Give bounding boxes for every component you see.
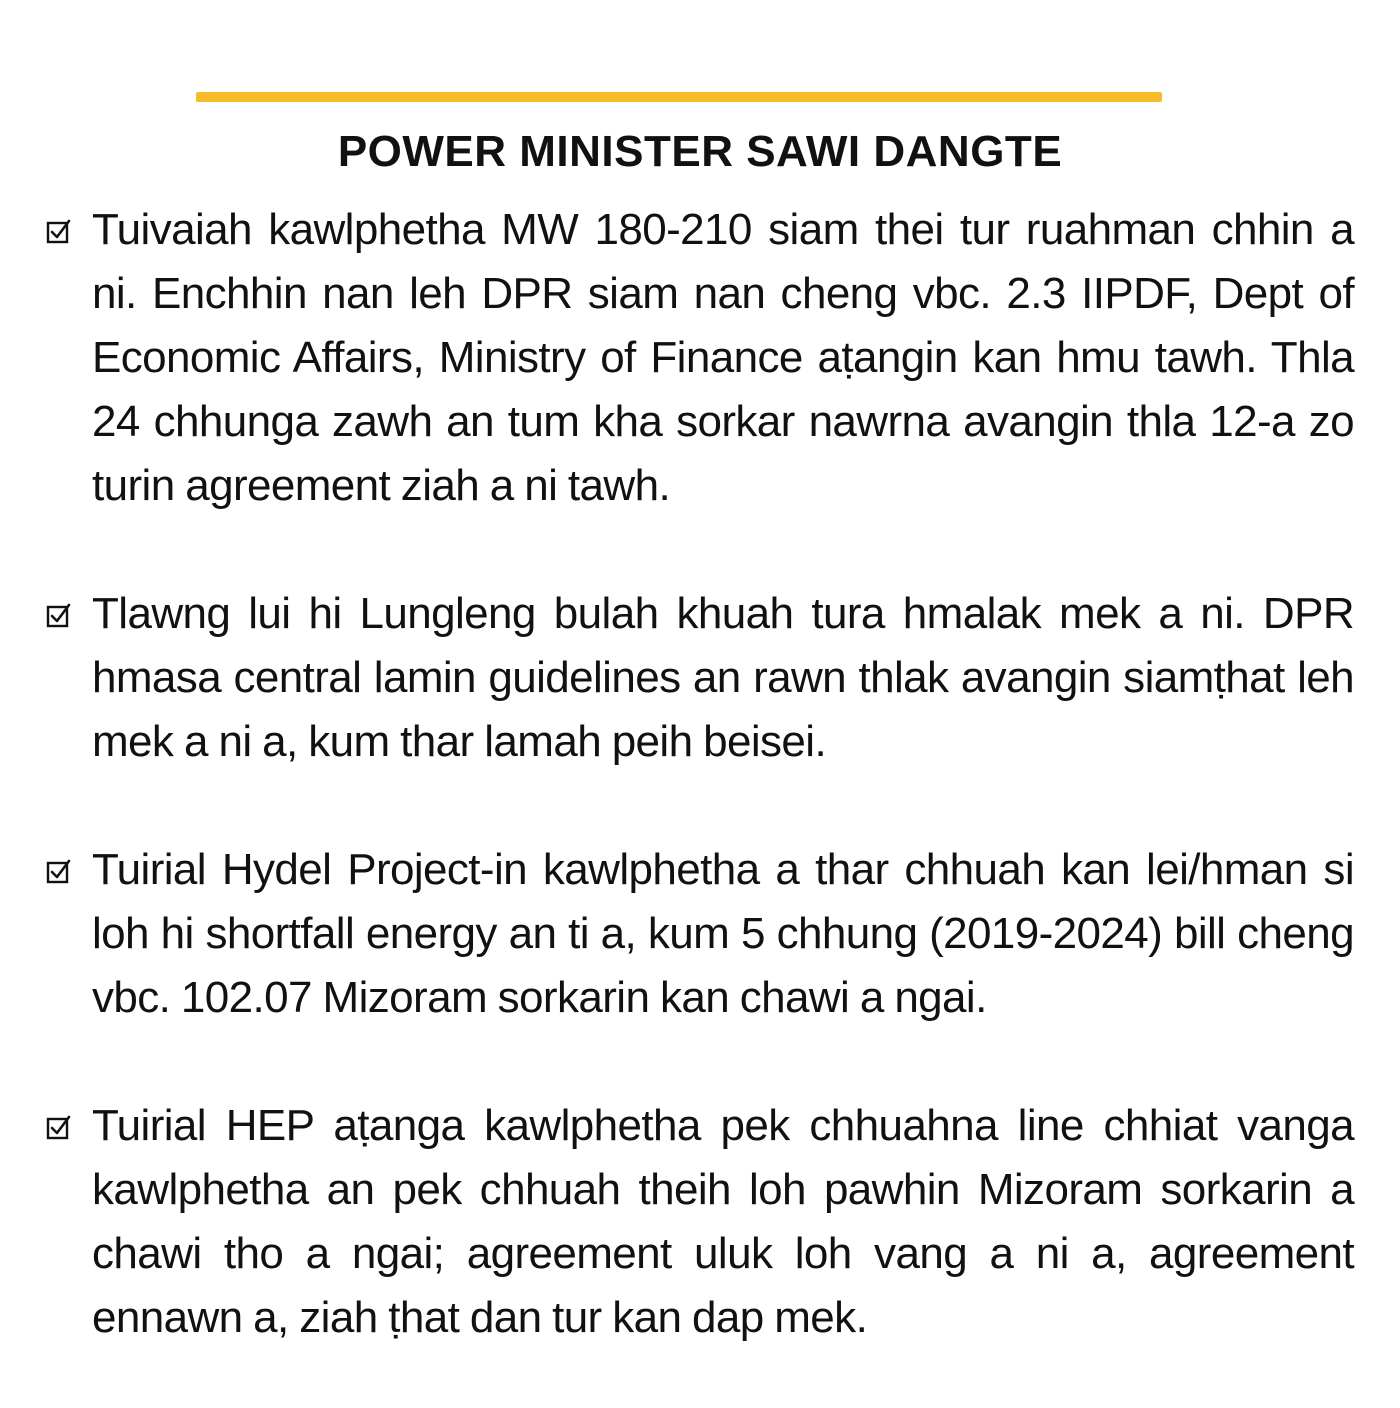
page-title: POWER MINISTER SAWI DANGTE [337, 127, 1063, 176]
checked-box-icon [46, 602, 72, 628]
list-item [42, 198, 1354, 518]
checked-box-icon [46, 218, 72, 244]
accent-rule [196, 92, 1162, 102]
checked-box-icon [46, 1114, 72, 1140]
bullet-text: Tlawng lui hi Lungleng bulah khuah tura hmalak mek a ni. DPR hmasa central lamin guidelines an rawn thlak avangin siamṭhat leh mek a ni a, kum thar lamah peih beisei. [92, 589, 1354, 766]
bullet-text: Tuirial Hydel Project-in kawlphetha a thar chhuah kan lei/hman si loh hi shortfall energy an ti a, kum 5 chhung (2019-2024) bill cheng vbc. 102.07 Mizoram sorkarin kan chawi a ngai. [92, 845, 1354, 1022]
list-item [42, 838, 1354, 1030]
bullet-text: Tuirial HEP aṭanga kawlphetha pek chhuahna line chhiat vanga kawlphetha an pek chhuah theih loh pawhin Mizoram sorkarin a chawi tho a ngai; agreement uluk loh vang a ni a, agreement ennawn a, ziah ṭhat dan tur kan dap mek. [92, 1101, 1354, 1342]
list-item [42, 1094, 1354, 1350]
bullet-list [42, 198, 1354, 1350]
list-item [42, 582, 1354, 774]
checked-box-icon [46, 858, 72, 884]
bullet-text: Tuivaiah kawlphetha MW 180-210 siam thei tur ruahman chhin a ni. Enchhin nan leh DPR siam nan cheng vbc. 2.3 IIPDF, Dept of Economic Affairs, Ministry of Finance aṭangin kan hmu tawh. Thla 24 chhunga zawh an tum kha sorkar nawrna avangin thla 12-a zo turin agreement ziah a ni tawh. [92, 205, 1354, 510]
